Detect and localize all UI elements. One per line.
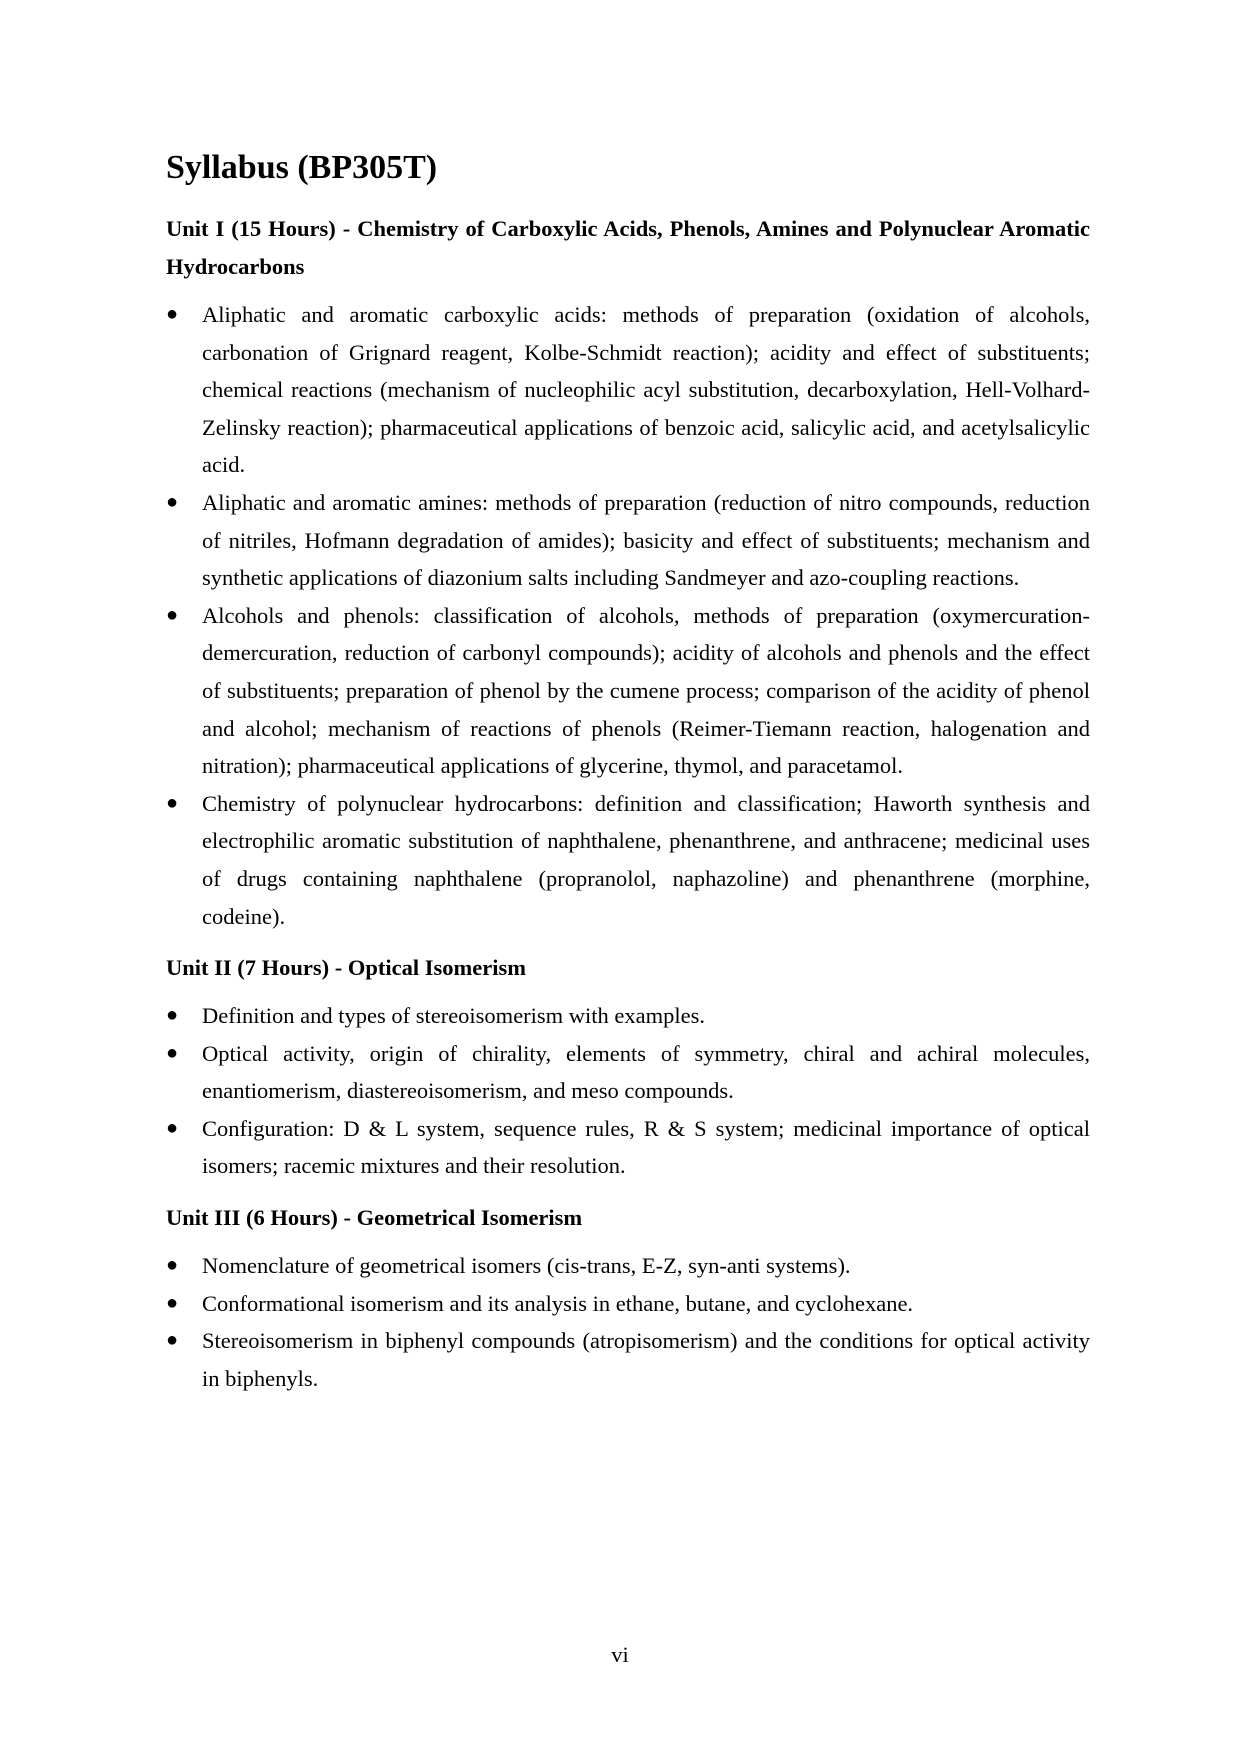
page-title: Syllabus (BP305T) — [166, 149, 438, 186]
list-item — [166, 997, 1090, 1035]
list-item-text: Alcohols and phenols: classification of alcohols, methods of preparation (oxymercuration-demercuration, reduction of carbonyl compounds); acidity of alcohols and phenols and the effect of substituents; preparation of phenol by the cumene process; comparison of the acidity of phenol and alcohol; mechanism of reactions of phenols (Reimer-Tiemann reaction, halogenation and nitration); pharmaceutical applications of glycerine, thymol, and paracetamol. — [202, 602, 1090, 779]
list-item — [166, 296, 1090, 484]
list-item-text: Optical activity, origin of chirality, elements of symmetry, chiral and achiral molecules, enantiomerism, diastereoisomerism, and meso compounds. — [202, 1040, 1090, 1104]
document-page — [166, 148, 1090, 1411]
bullet-icon: ● — [166, 1254, 179, 1277]
list-item — [166, 1247, 1090, 1285]
unit-3-topic-list — [166, 1247, 1090, 1397]
bullet-icon: ● — [166, 791, 179, 814]
unit-1-heading: Unit I (15 Hours) - Chemistry of Carboxylic Acids, Phenols, Amines and Polynuclear Aromatic Hydrocarbons — [166, 216, 1090, 279]
list-item-text: Definition and types of stereoisomerism with examples. — [202, 1003, 706, 1029]
list-item — [166, 1285, 1090, 1323]
bullet-icon: ● — [166, 1004, 179, 1027]
unit-3-section — [166, 1199, 1090, 1397]
list-item-text: Conformational isomerism and its analysis in ethane, butane, and cyclohexane. — [202, 1290, 914, 1316]
list-item-text: Aliphatic and aromatic amines: methods of preparation (reduction of nitro compounds, reduction of nitriles, Hofmann degradation of amides); basicity and effect of substituents; mechanism and synthetic applications of diazonium salts including Sandmeyer and azo-coupling reactions. — [202, 489, 1090, 591]
list-item — [166, 785, 1090, 935]
list-item — [166, 484, 1090, 597]
bullet-icon: ● — [166, 1041, 179, 1064]
list-item — [166, 1035, 1090, 1110]
list-item — [166, 1110, 1090, 1185]
list-item-text: Stereoisomerism in biphenyl compounds (atropisomerism) and the conditions for optical activity in biphenyls. — [202, 1328, 1090, 1391]
list-item — [166, 597, 1090, 785]
bullet-icon: ● — [166, 490, 179, 513]
bullet-icon: ● — [166, 1329, 179, 1352]
bullet-icon: ● — [166, 603, 179, 626]
unit-2-topic-list — [166, 997, 1090, 1185]
list-item-text: Nomenclature of geometrical isomers (cis-trans, E-Z, syn-anti systems). — [202, 1253, 851, 1279]
unit-3-heading: Unit III (6 Hours) - Geometrical Isomerism — [166, 1205, 583, 1231]
page-number: vi — [611, 1642, 629, 1667]
list-item-text: Configuration: D & L system, sequence rules, R & S system; medicinal importance of optical isomers; racemic mixtures and their resolution. — [202, 1115, 1090, 1179]
unit-2-heading: Unit II (7 Hours) - Optical Isomerism — [166, 955, 526, 981]
unit-1-section — [166, 210, 1090, 935]
list-item — [166, 1322, 1090, 1397]
unit-1-topic-list — [166, 296, 1090, 935]
bullet-icon: ● — [166, 1116, 179, 1139]
list-item-text: Aliphatic and aromatic carboxylic acids: methods of preparation (oxidation of alcohols, carbonation of Grignard reagent, Kolbe-Schmidt reaction); acidity and effect of substituents; chemical reactions (mechanism of nucleophilic acyl substitution, decarboxylation, Hell-Volhard-Zelinsky reaction); pharmaceutical applications of benzoic acid, salicylic acid, and acetylsalicylic acid. — [202, 302, 1090, 478]
list-item-text: Chemistry of polynuclear hydrocarbons: definition and classification; Haworth synthesis and electrophilic aromatic substitution of naphthalene, phenanthrene, and anthracene; medicinal uses of drugs containing naphthalene (propranolol, naphazoline) and phenanthrene (morphine, codeine). — [202, 790, 1090, 929]
bullet-icon: ● — [166, 1291, 179, 1314]
bullet-icon: ● — [166, 303, 179, 325]
unit-2-section — [166, 949, 1090, 1185]
